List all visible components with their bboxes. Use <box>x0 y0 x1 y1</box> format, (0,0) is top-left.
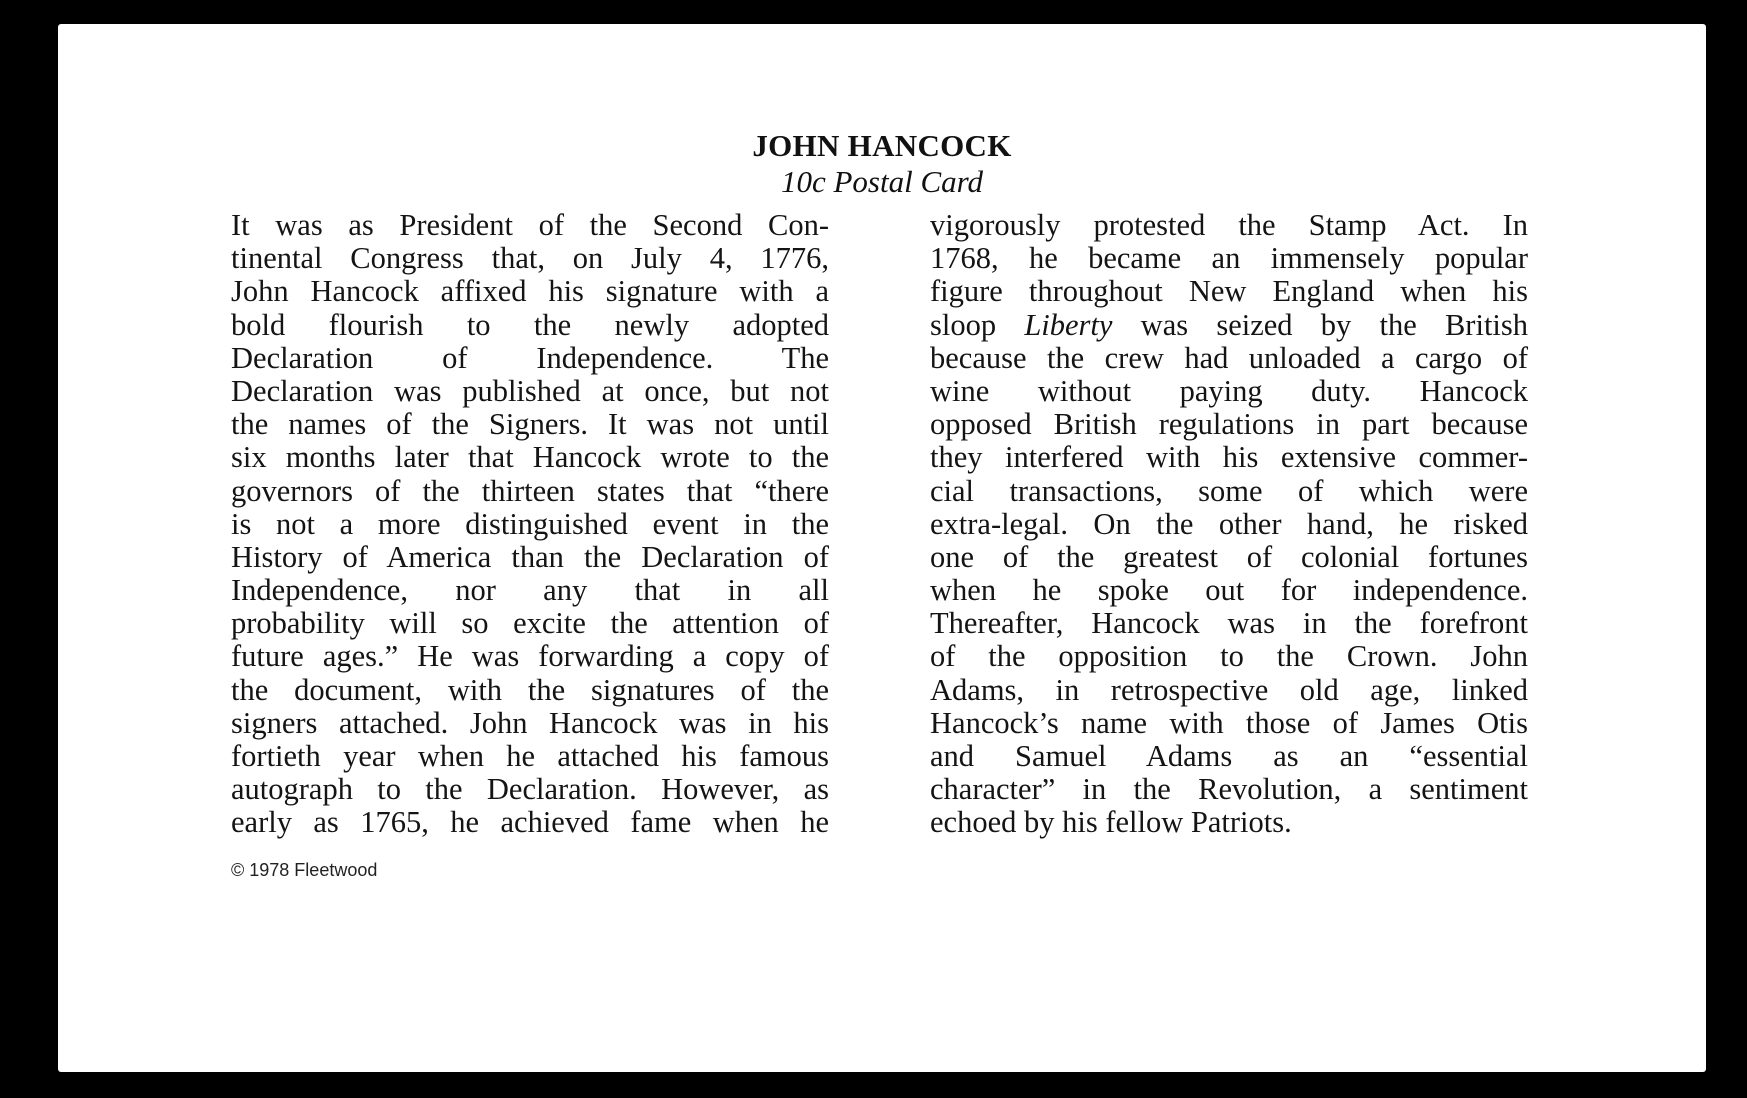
text-line: It was as President of the Second Con- <box>231 208 829 242</box>
text-line: early as 1765, he achieved fame when he <box>231 805 829 840</box>
text-line: one of the greatest of colonial fortunes <box>930 539 1528 574</box>
text-line: Declaration of Independence. The <box>231 340 829 375</box>
text-line: character” in the Revolution, a sentiment <box>930 772 1528 807</box>
text-line: of the opposition to the Crown. John <box>930 639 1528 674</box>
text-line: Declaration was published at once, but not <box>231 373 829 408</box>
right-text-column <box>930 209 1528 840</box>
text-line: echoed by his fellow Patriots. <box>930 805 1292 840</box>
text-line: bold flourish to the newly adopted <box>231 307 829 342</box>
text-line: fortieth year when he attached his famous <box>231 739 829 773</box>
text-line: vigorously protested the Stamp Act. In <box>930 208 1528 242</box>
text-line: the document, with the signatures of the <box>231 672 829 707</box>
text-line: when he spoke out for independence. <box>930 573 1528 608</box>
text-fragment: sloop <box>930 307 997 342</box>
text-line: future ages.” He was forwarding a copy of <box>231 639 829 674</box>
text-line <box>930 309 1528 342</box>
left-text-column <box>231 209 829 840</box>
text-line: because the crew had unloaded a cargo of <box>930 340 1528 375</box>
text-line: they interfered with his extensive commer- <box>930 440 1528 475</box>
text-line: Thereafter, Hancock was in the forefront <box>930 606 1528 641</box>
text-line: is not a more distinguished event in the <box>231 506 829 541</box>
text-line: History of America than the Declaration of <box>231 539 829 574</box>
postal-card <box>58 24 1706 1072</box>
text-line: probability will so excite the attention of <box>231 606 829 641</box>
text-line: Adams, in retrospective old age, linked <box>930 672 1528 707</box>
card-heading <box>58 127 1706 199</box>
text-line: figure throughout New England when his <box>930 274 1528 309</box>
card-subtitle: 10c Postal Card <box>780 164 984 199</box>
text-line: autograph to the Declaration. However, as <box>231 772 829 807</box>
text-line: extra-legal. On the other hand, he risked <box>930 506 1528 541</box>
text-line: six months later that Hancock wrote to the <box>231 440 829 475</box>
text-line: wine without paying duty. Hancock <box>930 373 1528 408</box>
text-line: Hancock’s name with those of James Otis <box>930 705 1528 740</box>
text-line: governors of the thirteen states that “there <box>231 473 829 508</box>
text-line: and Samuel Adams as an “essential <box>930 739 1528 773</box>
text-line: cial transactions, some of which were <box>930 473 1528 508</box>
card-title: JOHN HANCOCK <box>752 128 1012 163</box>
ship-name-italic: Liberty <box>1024 307 1113 342</box>
text-line: 1768, he became an immensely popular <box>930 241 1528 276</box>
text-line: tinental Congress that, on July 4, 1776, <box>231 241 829 276</box>
text-fragment: was seized by the British <box>1140 307 1529 342</box>
text-line: signers attached. John Hancock was in his <box>231 705 829 740</box>
text-line: John Hancock affixed his signature with a <box>231 274 829 309</box>
text-line: opposed British regulations in part because <box>930 407 1528 442</box>
copyright-notice: © 1978 Fleetwood <box>231 860 378 880</box>
text-line: the names of the Signers. It was not until <box>231 407 829 442</box>
text-line: Independence, nor any that in all <box>231 573 829 608</box>
